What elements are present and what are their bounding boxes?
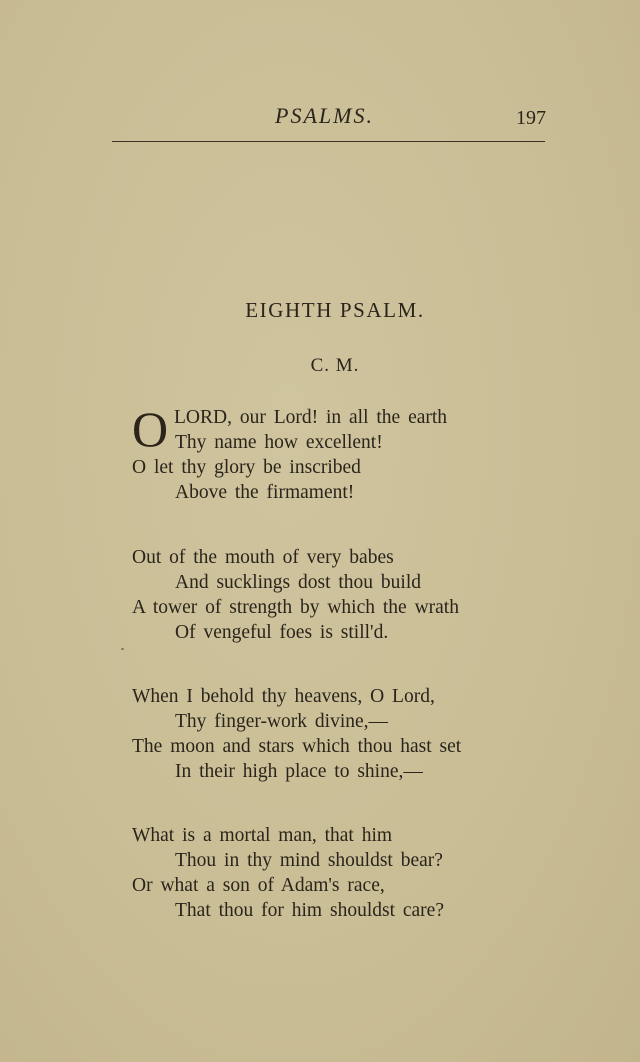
verse-line: Thou in thy mind shouldst bear? <box>175 850 443 871</box>
verse-line: When I behold thy heavens, O Lord, <box>132 686 435 707</box>
running-head <box>0 103 640 133</box>
verse-line: LORD, our Lord! in all the earth <box>174 407 448 428</box>
verse-line: That thou for him shouldst care? <box>175 900 444 921</box>
running-title: PSALMS. <box>275 103 374 128</box>
stanza-2 <box>132 545 602 645</box>
stanza-1 <box>132 401 602 505</box>
verse-line: A tower of strength by which the wrath <box>132 597 459 618</box>
verse-line: Thy finger-work divine,— <box>175 711 389 732</box>
drop-cap: O <box>132 401 169 457</box>
paper-speck <box>121 648 124 650</box>
header-rule <box>112 141 545 142</box>
stanza-4 <box>132 823 602 923</box>
verse-line: The moon and stars which thou hast set <box>132 736 462 757</box>
verse-line: And sucklings dost thou build <box>175 572 422 593</box>
verse-line: What is a mortal man, that him <box>132 825 393 846</box>
verse-line: O let thy glory be inscribed <box>132 457 361 478</box>
psalm-heading: EIGHTH PSALM. <box>245 298 425 322</box>
verse-line: Of vengeful foes is still'd. <box>175 622 389 643</box>
verse-line: Out of the mouth of very babes <box>132 547 394 568</box>
verse-line: In their high place to shine,— <box>175 761 423 782</box>
verse-line: Above the firmament! <box>175 482 355 503</box>
page-number: 197 <box>516 107 546 129</box>
stanza-3 <box>132 684 602 784</box>
verse-line: Or what a son of Adam's race, <box>132 875 385 896</box>
verse-line: Thy name how excellent! <box>175 432 383 453</box>
meter-label: C. M. <box>310 355 360 376</box>
